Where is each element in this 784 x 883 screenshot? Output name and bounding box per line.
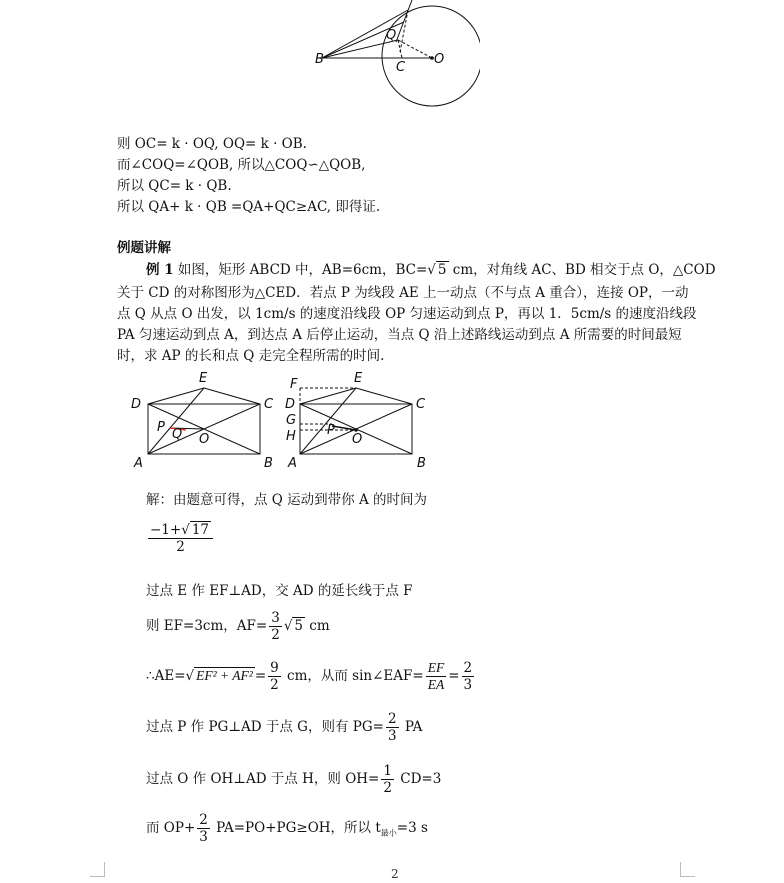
left-rectangle-figure (130, 370, 290, 470)
line-qo (398, 40, 432, 58)
left-label-d: D (131, 397, 142, 412)
left-label-c: C (264, 397, 274, 412)
solution-intro: 解：由题意可得，点 Q 运动到带你 A 的时间为 (146, 492, 427, 508)
line-tangent (396, 0, 412, 42)
solution-line-2: 过点 E 作 EF⊥AD，交 AD 的延长线于点 F (146, 583, 413, 599)
line-po (332, 426, 356, 430)
intro-line-3: 所以 QC= k · QB. (117, 178, 232, 194)
solution-line-6: 过点 O 作 OH⊥AD 于点 H，则 OH= $\frac{1}{2}$ CD=3 (146, 763, 442, 796)
line-ce-right (356, 388, 412, 404)
example-label: 例 1 (146, 262, 174, 278)
intro-line-4: 所以 QA+ k · QB =QA+QC≥AC, 即得证. (117, 199, 381, 215)
top-label-o: O (434, 52, 445, 67)
left-label-b: B (264, 456, 273, 471)
left-label-q: Q (172, 427, 183, 442)
circle (382, 6, 480, 106)
right-label-f: F (290, 377, 298, 392)
page-number: 2 (391, 867, 399, 881)
fraction-1: $\frac{-1+√ 17}{2}$ (148, 522, 213, 555)
example-line-3: 点 Q 从点 O 出发，以 1cm/s 的速度沿线段 OP 匀速运动到点 P，再以 1．5cm/s 的速度沿线段 (117, 306, 697, 322)
solution-line-5: 过点 P 作 PG⊥AD 于点 G，则有 PG= $\frac{2}{3}$ PA (146, 711, 423, 744)
right-label-g: G (286, 413, 297, 428)
line-ce (204, 388, 260, 404)
section-title: 例题讲解 (117, 240, 171, 256)
solution-frac1 (146, 522, 215, 555)
top-label-c: C (396, 60, 406, 75)
example-line1-b: cm，对角线 AC、BD 相交于点 O，△COD (448, 262, 716, 278)
left-label-p: P (157, 420, 165, 435)
line-ae-right (300, 388, 356, 454)
solution-line-7: 而 OP+ $\frac{2}{3}$ PA=PO+PG≥OH，所以 $t_{最小}=3$ s (146, 812, 428, 845)
left-label-a: A (134, 456, 143, 471)
example-line1-a: 如图，矩形 ABCD 中，AB=6cm，BC= (177, 262, 428, 278)
top-label-q: Q (386, 28, 397, 43)
sqrt-5: √ 5 (427, 262, 447, 278)
right-label-o: O (352, 432, 363, 447)
solution-line-4: ∴AE=√ EF² + AF² = $\frac{9}{2}$ cm，从而 sin∠EAF= $\frac{EF}{EA}$ = $\frac{2}{3}$ (146, 660, 473, 693)
right-label-c: C (416, 397, 426, 412)
top-geometry-figure (300, 0, 480, 115)
line-de-right (300, 388, 356, 404)
intro-line-2: 而∠COQ=∠QOB, 所以△COQ∽△QOB, (117, 157, 366, 173)
intro-line-1: 则 OC= k · OQ, OQ= k · OB. (117, 136, 307, 152)
right-label-h: H (286, 429, 296, 444)
page-corner-mark-left (90, 862, 105, 877)
right-label-p: P (327, 423, 335, 438)
top-label-b: B (315, 52, 324, 67)
line-de (148, 388, 204, 404)
right-label-e: E (354, 371, 363, 386)
page-corner-mark-right (680, 862, 695, 877)
solution-line-3: 则 EF=3cm，AF= $\frac{3}{2}$ √ 5 cm (146, 610, 330, 643)
example-line-5: 时，求 AP 的长和点 Q 走完全程所需的时间. (117, 348, 385, 364)
left-label-o: O (199, 432, 210, 447)
example-line-1 (146, 258, 716, 278)
right-label-a: A (288, 456, 297, 471)
example-line-2: 关于 CD 的对称图形为△CED．若点 P 为线段 AE 上一动点（不与点 A 重合），连接 OP，一动 (117, 285, 689, 301)
left-label-e: E (199, 371, 208, 386)
example-line-4: PA 匀速运动到点 A，到达点 A 后停止运动，当点 Q 沿上述路线运动到点 A 所需要的时间最短 (117, 327, 682, 343)
right-label-d: D (285, 397, 296, 412)
line-qc (398, 40, 402, 58)
right-label-b: B (417, 456, 426, 471)
